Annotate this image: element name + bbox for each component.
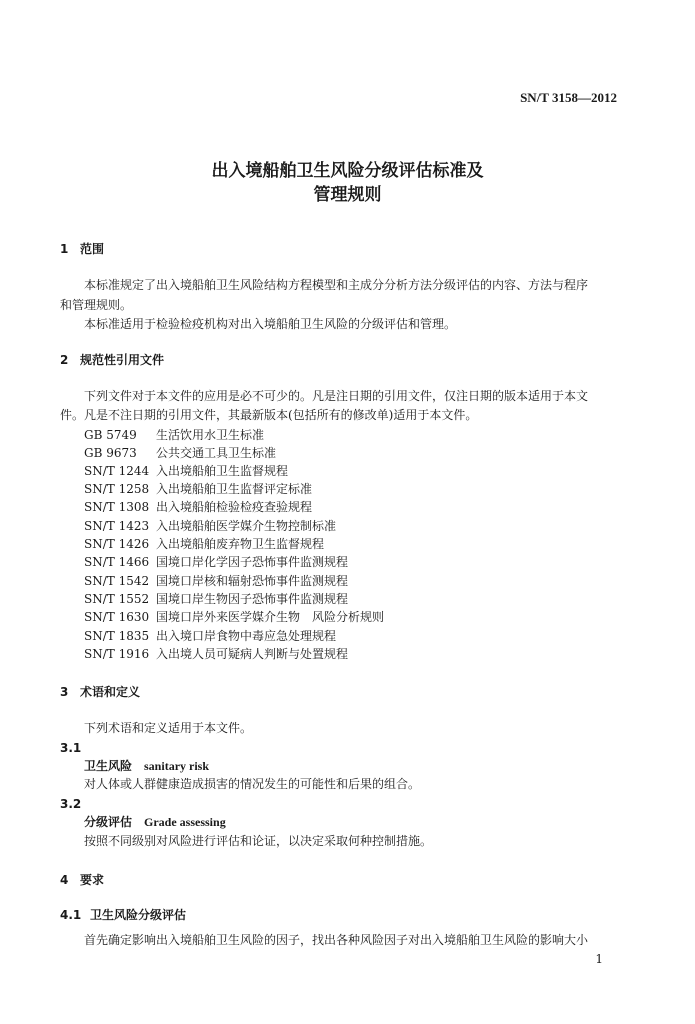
reference-item xyxy=(84,609,384,625)
subsection-4-1-number: 4.1 xyxy=(60,908,82,922)
reference-item xyxy=(84,591,348,607)
term-number: 3.1 xyxy=(60,741,82,755)
reference-code: SN/T 1426 xyxy=(84,537,150,551)
reference-item xyxy=(84,445,276,461)
section-4-title: 要求 xyxy=(80,873,105,887)
term-zh: 卫生风险 xyxy=(84,759,133,773)
section-2-paragraph-1a: 下列文件对于本文件的应用是必不可少的。凡是注日期的引用文件，仅注日期的版本适用于本文 xyxy=(84,389,589,403)
reference-code: SN/T 1258 xyxy=(84,482,150,496)
reference-name: 入出境船舶卫生监督评定标准 xyxy=(156,482,313,496)
reference-name: 国境口岸化学因子恐怖事件监测规程 xyxy=(156,555,349,569)
section-1-paragraph-2: 本标准适用于检验检疫机构对出入境船舶卫生风险的分级评估和管理。 xyxy=(84,317,457,331)
section-1-paragraph-1b: 和管理规则。 xyxy=(60,298,133,312)
section-3-number: 3 xyxy=(60,685,69,699)
reference-item xyxy=(84,427,264,443)
document-title-line1: 出入境船舶卫生风险分级评估标准及 xyxy=(211,161,484,181)
section-1-title: 范围 xyxy=(80,242,105,256)
reference-code: GB 9673 xyxy=(84,446,137,460)
term-definition: 按照不同级别对风险进行评估和论证，以决定采取何种控制措施。 xyxy=(84,834,433,848)
reference-item xyxy=(84,481,312,497)
section-4-paragraph-1: 首先确定影响出入境船舶卫生风险的因子，找出各种风险因子对出入境船舶卫生风险的影响大小 xyxy=(84,933,589,947)
section-3-intro: 下列术语和定义适用于本文件。 xyxy=(84,721,253,735)
reference-name: 生活饮用水卫生标准 xyxy=(156,428,265,442)
reference-name: 国境口岸外来医学媒介生物 风险分析规则 xyxy=(156,610,385,624)
term-number: 3.2 xyxy=(60,797,82,811)
section-3-heading xyxy=(60,684,140,700)
term-en: sanitary risk xyxy=(144,759,210,773)
reference-name: 出入境口岸食物中毒应急处理规程 xyxy=(156,629,337,643)
reference-name: 入出境船舶医学媒介生物控制标准 xyxy=(156,519,337,533)
reference-code: SN/T 1466 xyxy=(84,555,150,569)
reference-item xyxy=(84,628,336,644)
reference-code: SN/T 1916 xyxy=(84,647,150,661)
document-title-line2: 管理规则 xyxy=(313,185,382,205)
section-1-number: 1 xyxy=(60,242,69,256)
reference-code: SN/T 1542 xyxy=(84,574,150,588)
reference-code: SN/T 1630 xyxy=(84,610,150,624)
section-4-heading xyxy=(60,872,104,888)
section-1-paragraph-1a: 本标准规定了出入境船舶卫生风险结构方程模型和主成分分析方法分级评估的内容、方法与程序 xyxy=(84,278,589,292)
page-number: 1 xyxy=(595,952,603,966)
section-4-number: 4 xyxy=(60,873,69,887)
subsection-4-1-title: 卫生风险分级评估 xyxy=(90,908,187,922)
term-heading xyxy=(84,814,226,830)
reference-item xyxy=(84,499,312,515)
reference-name: 国境口岸生物因子恐怖事件监测规程 xyxy=(156,592,349,606)
section-2-heading xyxy=(60,352,164,368)
reference-name: 入出境船舶卫生监督规程 xyxy=(156,464,289,478)
section-1-heading xyxy=(60,241,104,257)
reference-item xyxy=(84,463,288,479)
term-definition: 对人体或人群健康造成损害的情况发生的可能性和后果的组合。 xyxy=(84,777,421,791)
reference-name: 公共交通工具卫生标准 xyxy=(156,446,277,460)
reference-name: 入出境船舶废弃物卫生监督规程 xyxy=(156,537,325,551)
section-2-paragraph-1b: 件。凡是不注日期的引用文件，其最新版本(包括所有的修改单)适用于本文件。 xyxy=(60,408,478,422)
term-zh: 分级评估 xyxy=(84,815,133,829)
term-heading xyxy=(84,758,209,774)
subsection-4-1-heading xyxy=(60,907,186,923)
reference-code: SN/T 1423 xyxy=(84,519,150,533)
reference-item xyxy=(84,518,336,534)
standard-code: SN/T 3158—2012 xyxy=(520,90,617,105)
reference-item xyxy=(84,554,348,570)
reference-name: 出入境船舶检验检疫查验规程 xyxy=(156,500,313,514)
reference-item xyxy=(84,646,348,662)
reference-code: GB 5749 xyxy=(84,428,137,442)
reference-code: SN/T 1308 xyxy=(84,500,150,514)
reference-name: 入出境人员可疑病人判断与处置规程 xyxy=(156,647,349,661)
reference-code: SN/T 1552 xyxy=(84,592,150,606)
term-en: Grade assessing xyxy=(144,815,226,829)
reference-item xyxy=(84,536,324,552)
reference-code: SN/T 1835 xyxy=(84,629,150,643)
section-2-number: 2 xyxy=(60,353,69,367)
reference-item xyxy=(84,573,348,589)
reference-name: 国境口岸核和辐射恐怖事件监测规程 xyxy=(156,574,349,588)
section-3-title: 术语和定义 xyxy=(80,685,141,699)
reference-code: SN/T 1244 xyxy=(84,464,150,478)
section-2-title: 规范性引用文件 xyxy=(80,353,165,367)
